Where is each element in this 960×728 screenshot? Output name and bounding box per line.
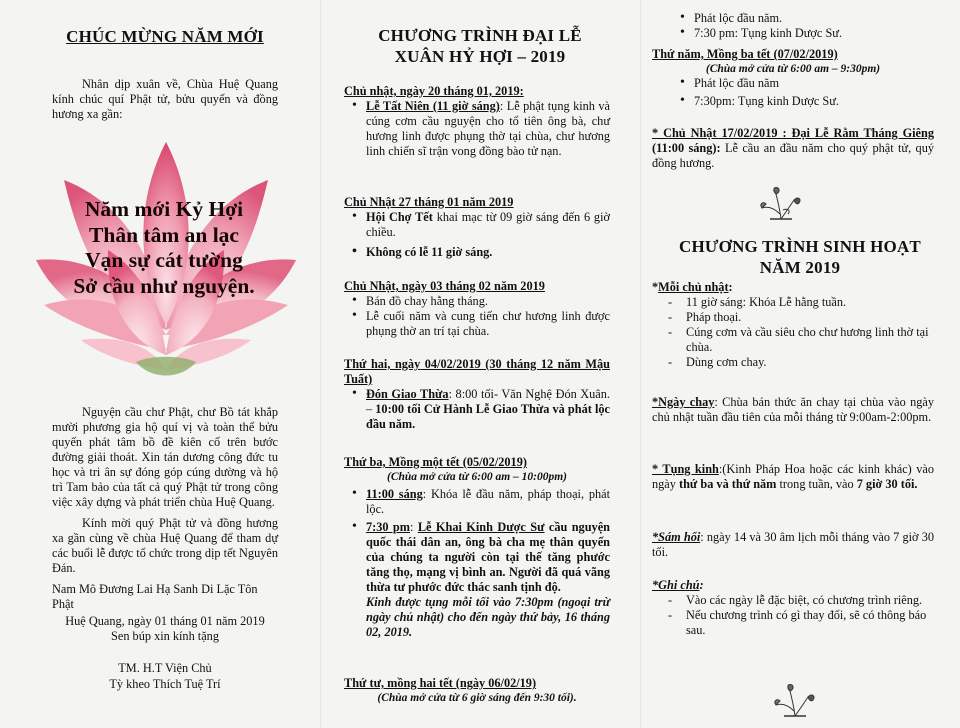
repentance-schedule [652, 530, 934, 560]
greeting-column [0, 0, 320, 728]
event-item-label: Lễ Tất Niên (11 giờ sáng) [366, 99, 500, 113]
chanting-days: thứ ba và thứ năm [678, 477, 777, 491]
vegetarian-day [652, 395, 934, 425]
event-item [344, 487, 610, 517]
weekly-item: - Dùng cơm chay. [652, 355, 934, 370]
signature-title: TM. H.T Viện Chủ [118, 661, 212, 675]
event-item-note: Kinh được tụng mỗi tối vào 7:30pm (ngoại trừ ngày chủ nhật) cho đến ngày thứ bảy, 16 tháng 02, 2019. [366, 595, 610, 640]
event-section [344, 676, 610, 705]
weekly-heading: *Mỗi chủ nhật: [652, 280, 733, 294]
wish-line: Sở cầu như nguyện. [73, 273, 255, 298]
event-date: Chủ Nhật 27 tháng 01 năm 2019 [344, 195, 514, 209]
event-section [344, 279, 610, 339]
event-item [344, 520, 610, 640]
activities-title [660, 237, 940, 278]
greeting-paragraph-2: Kính mời quý Phật tử và đồng hương xa gần cùng về chùa Huệ Quang để tham dự các buổi lễ được tổ chức trong dịp tết Nguyên Đán. [52, 516, 278, 575]
event-date: Chủ nhật, ngày 20 tháng 01, 2019: [344, 84, 524, 98]
event-date: Thứ năm, Mồng ba tết (07/02/2019) [652, 47, 838, 61]
activities-title-line: NĂM 2019 [759, 257, 841, 277]
signature-name: Tỳ kheo Thích Tuệ Trí [109, 677, 221, 691]
event-item-text: : Khóa lễ đầu năm, pháp thoại, phát lộc. [366, 487, 610, 517]
event-item-text: : Lễ phật tụng kinh và cúng cơm cầu nguyện cho tổ tiên ông bà, chư hương linh được phụng thờ tại chùa, chư hương linh chiến sĩ trận vong đồng bào tử nạn. [366, 99, 610, 158]
event-time: (11:00 sáng): [652, 141, 721, 155]
weekly-heading-label: Mỗi chủ nhật [658, 280, 729, 294]
wish-line: Vạn sự cát tường [85, 248, 243, 273]
ceremony-title [340, 26, 620, 67]
greeting-intro: Nhân dịp xuân về, Chùa Huệ Quang kính chúc quí Phật tử, bửu quyến và đồng hương xa gần: [52, 77, 278, 121]
greeting-paragraph-1: Nguyện cầu chư Phật, chư Bồ tát khắp mười phương gia hộ quí vị và toàn thể bửu quyến phát tâm bồ đề kiên cố trên bước đường giải thoát. Xin tán dương công đức tu học và tri ân sự đóng góp cúng dường và hộ trì Tam bảo của tất cả quý Phật tử trong công việc xây dựng và phát triển chùa Huệ Quang. [52, 405, 278, 509]
greeting-signoff: Sen búp xin kính tặng [111, 629, 219, 643]
chanting-time: 7 giờ 30 tối. [856, 477, 918, 491]
event-date: Thứ ba, Mồng một tết (05/02/2019) [344, 455, 527, 469]
chanting-heading: * Tụng kinh [652, 462, 719, 476]
event-item: • Không có lễ 11 giờ sáng. [344, 245, 610, 260]
weekly-schedule [652, 280, 934, 370]
event-item: • 7:30 pm: Tụng kinh Dược Sư. [672, 26, 934, 41]
event-item: • 7:30pm: Tụng kinh Dược Sư. [672, 94, 934, 109]
event-item: • Phát lộc đầu năm [672, 76, 934, 91]
event-item: • Lễ cuối năm và cung tiến chư hương linh được phụng thờ an trí tại chùa. [344, 309, 610, 339]
event-date: Chủ Nhật, ngày 03 tháng 02 năm 2019 [344, 279, 545, 293]
event-item-title: Lễ Khai Kinh Dược Sư [417, 520, 545, 535]
greeting-title: CHÚC MỪNG NĂM MỚI [66, 27, 264, 46]
weekly-item: - Pháp thoại. [652, 310, 934, 325]
weekly-heading-colon: : [728, 280, 733, 294]
activities-title-line: CHƯƠNG TRÌNH SINH HOẠT [679, 237, 921, 256]
new-year-wishes [44, 197, 284, 299]
event-item-text: cầu nguyện quốc thái dân an, ông bà cha mẹ thân quyến của chúng ta người còn tại thế tăng phước tăng thọ, mạng vị bình an. Người đã quá vãng thừa tư phước đức thác sanh tịnh độ. [366, 520, 610, 595]
notes-heading [652, 578, 934, 593]
notes-heading-label: *Ghi chú [652, 578, 700, 592]
opening-hours-note: (Chùa mở cửa từ 6 giờ sáng đến 9:30 tối). [377, 692, 577, 704]
event-date: * Chủ Nhật 17/02/2019 : Đại Lễ Rằm Tháng Giêng [652, 126, 934, 140]
weekly-item: - 11 giờ sáng: Khóa Lễ hằng tuần. [652, 295, 934, 310]
event-item-label: 7:30 pm [366, 520, 411, 535]
event-section [344, 357, 610, 432]
event-item-text: Lễ cầu an đầu năm cho quý phật tử, quý đồng hương. [652, 141, 935, 170]
event-continuation [652, 11, 934, 41]
event-section [344, 195, 610, 260]
wish-line: Thân tâm an lạc [89, 222, 239, 247]
event-item: • Bán đồ chay hằng tháng. [344, 294, 610, 309]
activities-column [640, 0, 960, 728]
event-item-text: khai mạc từ 09 giờ sáng đến 6 giờ chiều. [366, 210, 611, 239]
event-item [344, 99, 610, 159]
event-date: Thứ tư, mồng hai tết (ngày 06/02/19) [344, 676, 537, 690]
note-item: - Vào các ngày lễ đặc biệt, có chương trình riêng. [652, 593, 934, 608]
event-section [344, 84, 610, 159]
opening-hours-note: (Chùa mở cửa từ 6:00 am – 10:00pm) [387, 471, 567, 483]
event-section [652, 47, 934, 109]
event-item: • Phát lộc đầu năm. [672, 11, 934, 26]
chanting-text: trong tuần, vào [776, 477, 857, 491]
ceremony-title-line: XUÂN HỶ HỢI – 2019 [394, 46, 566, 66]
greeting-date: Huệ Quang, ngày 01 tháng 01 năm 2019 [65, 614, 265, 628]
flower-ornament-icon [772, 683, 818, 721]
prayer-line: Nam Mô Đương Lai Hạ Sanh Di Lặc Tôn Phật [52, 582, 258, 611]
event-item [344, 210, 610, 240]
event-item-label: 11:00 sáng [366, 487, 423, 502]
repentance-heading: *Sám hối [652, 530, 701, 544]
weekly-item: - Cúng cơm và cầu siêu cho chư hương linh thờ tại chùa. [652, 325, 934, 355]
event-item [344, 387, 610, 432]
event-section [652, 126, 934, 171]
ceremony-column [320, 0, 640, 728]
event-item-text: : [410, 520, 418, 535]
event-section [344, 455, 610, 640]
event-item-label: Đón Giao Thừa [366, 387, 449, 401]
event-item-label: Hội Chợ Tết [366, 210, 433, 224]
opening-hours-note: (Chùa mở cửa từ 6:00 am – 9:30pm) [705, 63, 881, 75]
repentance-text: : ngày 14 và 30 âm lịch mỗi tháng vào 7 giờ 30 tối. [652, 530, 934, 559]
wish-line: Năm mới Kỷ Hợi [84, 197, 244, 221]
event-date: Thứ hai, ngày 04/02/2019 (30 tháng 12 năm Mậu Tuất) [344, 357, 610, 386]
ceremony-title-line: CHƯƠNG TRÌNH ĐẠI LỄ [378, 26, 582, 45]
vegetarian-day-heading: *Ngày chay [652, 395, 715, 409]
event-item-text: : 8:00 tối- Văn Nghệ Đón Xuân. – [366, 387, 610, 416]
chanting-schedule [652, 462, 934, 492]
notes-heading-colon: : [699, 578, 704, 592]
chanting-text: :(Kinh Pháp Hoa hoặc các kinh khác) vào ngày [652, 462, 934, 491]
event-item-text: 10:00 tối Cử Hành Lễ Giao Thừa và phát lộc đầu năm. [366, 402, 610, 431]
note-item: - Nếu chương trình có gì thay đổi, sẽ có thông báo sau. [652, 608, 934, 638]
notes-section [652, 578, 934, 638]
flower-ornament-icon [758, 186, 804, 224]
vegetarian-day-text: : Chùa bán thức ăn chay tại chùa vào ngày chủ nhật tuần đầu tiên của mỗi tháng từ 9:00am-2:00pm. [652, 395, 934, 424]
